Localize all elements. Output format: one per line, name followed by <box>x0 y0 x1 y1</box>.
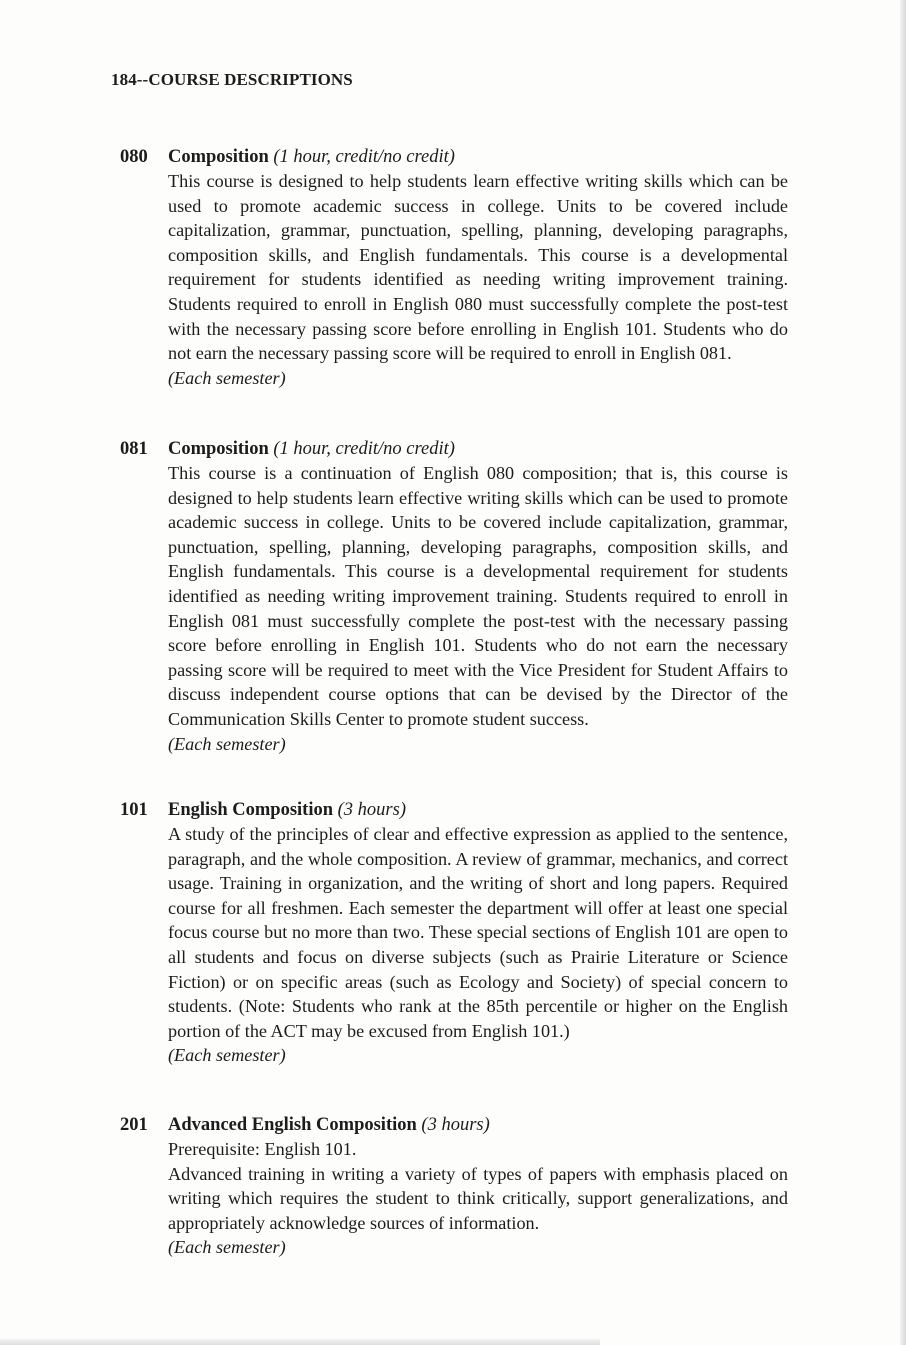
course-entry-081 <box>120 437 788 756</box>
course-offered: (Each semester) <box>168 733 286 754</box>
course-prerequisite: Prerequisite: English 101. <box>168 1139 357 1159</box>
course-credit: (3 hours) <box>421 1115 490 1135</box>
course-heading <box>120 145 788 169</box>
course-title: Advanced English Composition <box>168 1115 417 1135</box>
course-heading <box>120 1113 788 1137</box>
course-title: English Composition <box>168 800 334 820</box>
course-body <box>168 1137 788 1260</box>
course-number: 081 <box>120 439 148 459</box>
course-title: Composition <box>168 439 269 459</box>
course-offered: (Each semester) <box>168 1045 286 1066</box>
course-entry-101 <box>120 798 788 1068</box>
course-number: 080 <box>120 147 148 167</box>
course-description: A study of the principles of clear and effective expression as applied to the sentence, paragraph, and the whole composition. A review of grammar, mechanics, and correct usage. Training in organization, and the writing of short and long papers. Required course for all freshmen. Each semester the department will offer at least one special focus course but no more than two. These special sections of English 101 are open to all students and focus on diverse subjects (such as Prairie Literature or Science Fiction) or on specific areas (such as Ecology and Society) of special concern to students. (Note: Students who rank at the 85th percentile or higher on the English portion of the ACT may be excused from English 101.) <box>168 824 788 1041</box>
course-number: 201 <box>120 1115 148 1135</box>
course-body <box>168 169 788 390</box>
course-description: Advanced training in writing a variety of types of papers with emphasis placed on writing which requires the student to think critically, support generalizations, and appropriately acknowledge sources of information. <box>168 1163 788 1233</box>
course-title: Composition <box>168 147 269 167</box>
course-heading <box>120 437 788 461</box>
course-description: This course is a continuation of English 080 composition; that is, this course is designed to help students learn effective writing skills which can be used to promote academic success in college. Units to be covered include capitalization, grammar, punctuation, spelling, planning, developing paragraphs, composition skills, and English fundamentals. This course is a developmental requirement for students identified as needing writing improvement training. Students required to enroll in English 081 must successfully complete the post-test with the necessary passing score before enrolling in English 101. Students who do not earn the necessary passing score will be required to meet with the Vice President for Student Affairs to discuss independent course options that can be devised by the Director of the Communication Skills Center to promote student success. <box>168 463 788 729</box>
course-entry-201 <box>120 1113 788 1260</box>
page-edge-shadow-right <box>900 0 906 1345</box>
course-offered: (Each semester) <box>168 1237 286 1258</box>
course-credit: (1 hour, credit/no credit) <box>273 439 455 459</box>
course-heading <box>120 798 788 822</box>
course-description: This course is designed to help students learn effective writing skills which can be used to promote academic success in college. Units to be covered include capitalization, grammar, punctuation, spelling, planning, developing paragraphs, composition skills, and English fundamentals. This course is a developmental requirement for students identified as needing writing improvement training. Students required to enroll in English 080 must successfully complete the post-test with the necessary passing score before enrolling in English 101. Students who do not earn the necessary passing score will be required to enroll in English 081. <box>168 171 788 364</box>
page-edge-shadow-bottom <box>0 1339 600 1345</box>
course-offered: (Each semester) <box>168 367 286 388</box>
course-credit: (3 hours) <box>337 800 406 820</box>
course-credit: (1 hour, credit/no credit) <box>273 147 455 167</box>
page-header: 184--COURSE DESCRIPTIONS <box>111 70 353 89</box>
course-entry-080 <box>120 145 788 390</box>
course-body <box>168 822 788 1068</box>
course-number: 101 <box>120 800 148 820</box>
course-body <box>168 461 788 756</box>
